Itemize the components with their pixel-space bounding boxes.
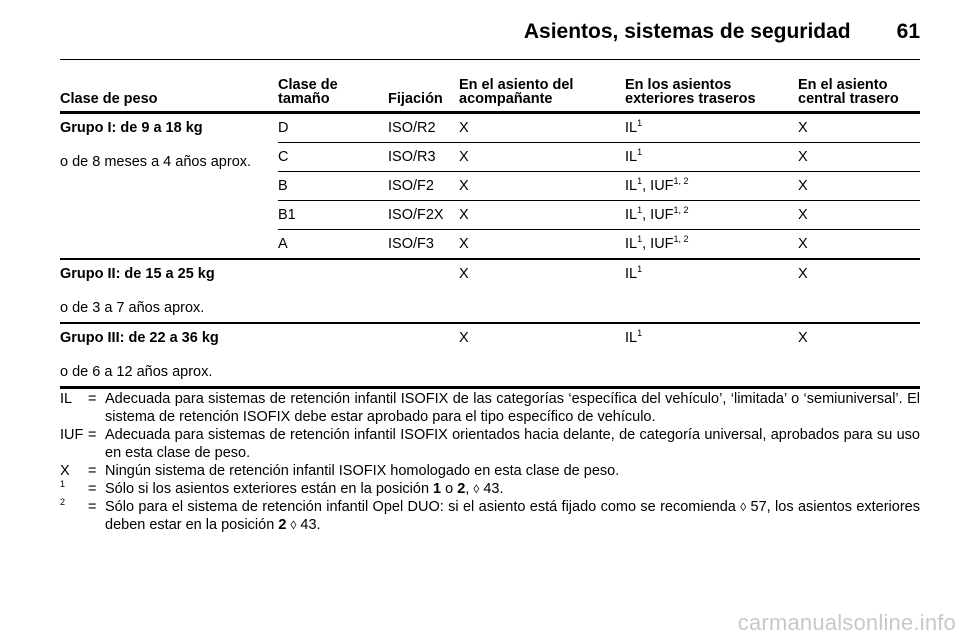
outer-cell: $IL^1$, IUF$^{1, 2}$	[625, 172, 798, 201]
footnote-equals: =	[88, 427, 97, 443]
page-reference-icon: ◊	[473, 482, 480, 496]
footnote-equals: =	[88, 463, 97, 479]
outer-cell: $IL^1$	[625, 143, 798, 172]
group-subtitle: o de 3 a 7 años aprox.	[60, 300, 205, 316]
footnote-equals: =	[88, 391, 97, 407]
fixation-cell	[388, 259, 459, 323]
fixation-cell: ISO/R3	[388, 143, 459, 172]
passenger-cell: X	[459, 143, 625, 172]
col-passenger-seat: En el asiento del acompañante	[459, 78, 625, 113]
footnote-1	[60, 480, 920, 498]
fixation-cell	[388, 323, 459, 388]
passenger-cell: X	[459, 120, 469, 136]
passenger-cell: X	[459, 201, 625, 230]
footnote-key: X	[60, 463, 70, 479]
table-row	[60, 113, 920, 143]
fixation-cell: ISO/F3	[388, 230, 459, 260]
size-cell: B	[278, 172, 388, 201]
outer-cell: $IL^1$, IUF$^{1, 2}$	[625, 201, 798, 230]
footnote-text: Ningún sistema de retención infantil ISOFIX homologado en esta clase de peso.	[105, 463, 620, 479]
footnote-2	[60, 498, 920, 534]
group-subtitle: o de 6 a 12 años aprox.	[60, 364, 213, 380]
footnote-equals: =	[88, 481, 97, 497]
center-cell: X	[798, 143, 920, 172]
outer-cell: $IL^1$	[625, 323, 798, 388]
footnote-text: Sólo para el sistema de retención infantil Opel DUO: si el asiento está fijado como se recomienda ◊ 57, los asientos exteriores deben estar en la posición 2 ◊ 43.	[105, 499, 920, 533]
center-cell: X	[798, 120, 808, 136]
outer-cell: $IL^1$	[625, 259, 798, 323]
group-1-cell	[60, 113, 278, 260]
footnote-equals: =	[88, 499, 97, 515]
size-cell: A	[278, 230, 388, 260]
passenger-cell: X	[459, 172, 625, 201]
outer-cell: $IL^1$, IUF$^{1, 2}$	[625, 230, 798, 260]
page-number: 61	[896, 19, 920, 43]
center-cell: X	[798, 201, 920, 230]
group-subtitle: o de 8 meses a 4 años aprox.	[60, 154, 252, 170]
col-outer-rear-seats: En los asientos exteriores traseros	[625, 78, 798, 113]
footnote-key: IL	[60, 391, 73, 407]
footnote-key: IUF	[60, 427, 84, 443]
group-3-cell	[60, 323, 278, 388]
size-cell: D	[278, 120, 289, 136]
footnote-text: Adecuada para sistemas de retención infantil ISOFIX orientados hacia delante, de categoría universal, aprobados para su uso en esta clase de peso.	[105, 427, 920, 461]
fixation-cell: ISO/R2	[388, 120, 436, 136]
group-2-cell	[60, 259, 278, 323]
passenger-cell: X	[459, 230, 625, 260]
center-cell: X	[798, 259, 920, 323]
footnotes	[60, 390, 920, 534]
footnote-iuf	[60, 426, 920, 462]
size-cell: C	[278, 143, 388, 172]
col-weight-class: Clase de peso	[60, 78, 278, 113]
table-row	[60, 259, 920, 323]
section-title: Asientos, sistemas de seguridad	[523, 19, 851, 43]
center-cell: X	[798, 230, 920, 260]
col-fixation: Fijación	[388, 78, 459, 113]
page-header	[60, 4, 920, 60]
passenger-cell: X	[459, 323, 625, 388]
footnote-text: Sólo si los asientos exteriores están en la posición 1 o 2, ◊ 43.	[105, 481, 504, 497]
isofix-table	[60, 78, 920, 389]
size-cell: B1	[278, 201, 388, 230]
group-title: Grupo II: de 15 a 25 kg	[60, 266, 215, 282]
table-row	[60, 323, 920, 388]
footnote-key: 2	[60, 497, 66, 508]
group-title: Grupo I: de 9 a 18 kg	[60, 120, 203, 136]
footnote-key: 1	[60, 479, 66, 490]
footnote-x	[60, 462, 920, 480]
size-cell	[278, 259, 388, 323]
table-header-row	[60, 78, 920, 113]
col-center-rear-seat: En el asiento central trasero	[798, 78, 920, 113]
col-size-class: Clase de tamaño	[278, 78, 388, 113]
center-cell: X	[798, 172, 920, 201]
outer-cell: $IL^1$	[625, 118, 643, 136]
page-reference-icon: ◊	[740, 500, 747, 514]
footnote-text: Adecuada para sistemas de retención infantil ISOFIX de las categorías ‘específica del vehículo’, ‘limitada’ o ‘semiuniversal’. El sistema de retención ISOFIX debe estar aprobado para el tipo específico de vehículo.	[105, 391, 920, 425]
fixation-cell: ISO/F2	[388, 172, 459, 201]
watermark: carmanualsonline.info	[737, 610, 956, 635]
group-title: Grupo III: de 22 a 36 kg	[60, 330, 219, 346]
footnote-il	[60, 390, 920, 426]
center-cell: X	[798, 323, 920, 388]
size-cell	[278, 323, 388, 388]
page-reference-icon: ◊	[290, 518, 297, 532]
passenger-cell: X	[459, 259, 625, 323]
fixation-cell: ISO/F2X	[388, 201, 459, 230]
